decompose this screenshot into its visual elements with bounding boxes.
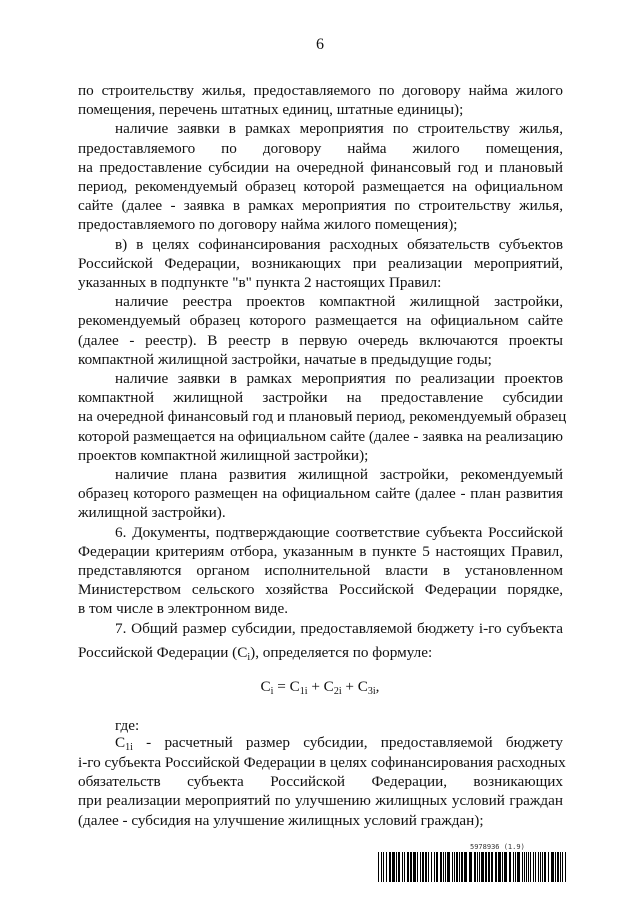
text-line: по строительству жилья, предоставляемого по договору найма жилого: [78, 82, 563, 99]
text-line: период, рекомендуемый образец которой размещается на официальном: [78, 178, 563, 195]
text-line: 6. Документы, подтверждающие соответствие субъекта Российской: [115, 523, 563, 541]
formula-intro-line: Российской Федерации $(C_i)$, определяется по формуле:: [78, 644, 433, 663]
text-line: проектов компактной жилищной застройки);: [78, 446, 369, 464]
text-line: указанных в подпункте "в" пункта 2 настоящих Правил:: [78, 274, 442, 291]
page-number: 6: [316, 36, 324, 53]
text-line: обязательств субъекта Российской Федерации, возникающих: [78, 773, 563, 791]
definition-c1i: $C_{1i}$ - расчетный размер субсидии, предоставляемой бюджету: [115, 734, 563, 753]
text-line: Федерации критериям отбора, указанным в пункте 5 настоящих Правил,: [78, 542, 563, 560]
barcode-number: 5978936 (1.9): [470, 843, 525, 851]
text-line: Российской Федерации, возникающих при реализации мероприятий,: [78, 254, 563, 272]
text-line: компактной жилищной застройки на предоставление субсидии: [78, 389, 563, 407]
text-line: жилищной застройки).: [78, 504, 226, 522]
text-line: наличие плана развития жилищной застройки, рекомендуемый: [115, 466, 563, 483]
text-line: на предоставление субсидии на очередной финансовый год и плановый: [78, 158, 563, 176]
text-line: компактной жилищной застройки, начатые в предыдущие годы;: [78, 350, 492, 368]
text-line: (далее - субсидия на улучшение жилищных условий граждан);: [78, 811, 484, 829]
text-line: в том числе в электронном виде.: [78, 600, 288, 618]
text-line: образец которого размещен на официальном сайте (далее - план развития: [78, 485, 563, 503]
text-line: рекомендуемый образец которого размещается на официальном сайте: [78, 312, 563, 330]
text-line: предоставляемого по договору найма жилого помещения);: [78, 216, 458, 234]
text-line: наличие реестра проектов компактной жилищной застройки,: [115, 293, 563, 311]
text-line: при реализации мероприятий по улучшению жилищных условий граждан: [78, 792, 563, 810]
text-line: которой размещается на официальном сайте (далее - заявка на реализацию: [78, 427, 563, 445]
text-line: помещения, перечень штатных единиц, штатные единицы);: [78, 101, 464, 119]
text-line: (далее - реестр). В реестр в первую очередь включаются проекты: [78, 331, 563, 349]
text-line: предоставляемого по договору найма жилого помещения,: [78, 139, 563, 157]
text-line: 7. Общий размер субсидии, предоставляемой бюджету i-го субъекта: [115, 619, 563, 637]
where-label: где:: [115, 717, 140, 734]
text-line: Министерством сельского хозяйства Российской Федерации порядке,: [78, 581, 563, 599]
text-line: в) в целях софинансирования расходных обязательств субъектов: [115, 235, 563, 253]
text-line: наличие заявки в рамках мероприятия по строительству жилья,: [115, 120, 563, 138]
text-line: i-го субъекта Российской Федерации в целях софинансирования расходных: [78, 754, 566, 771]
text-line: на очередной финансовый год и плановый период, рекомендуемый образец: [78, 408, 567, 426]
formula: $C_i = C_{1i} + C_{2i} + C_{3i}$,: [260, 678, 380, 697]
text-line: представляются органом исполнительной власти в установленном: [78, 562, 563, 579]
text-line: наличие заявки в рамках мероприятия по реализации проектов: [115, 370, 563, 387]
text-line: сайте (далее - заявка в рамках мероприятия по строительству жилья,: [78, 197, 563, 215]
barcode: [378, 852, 568, 882]
